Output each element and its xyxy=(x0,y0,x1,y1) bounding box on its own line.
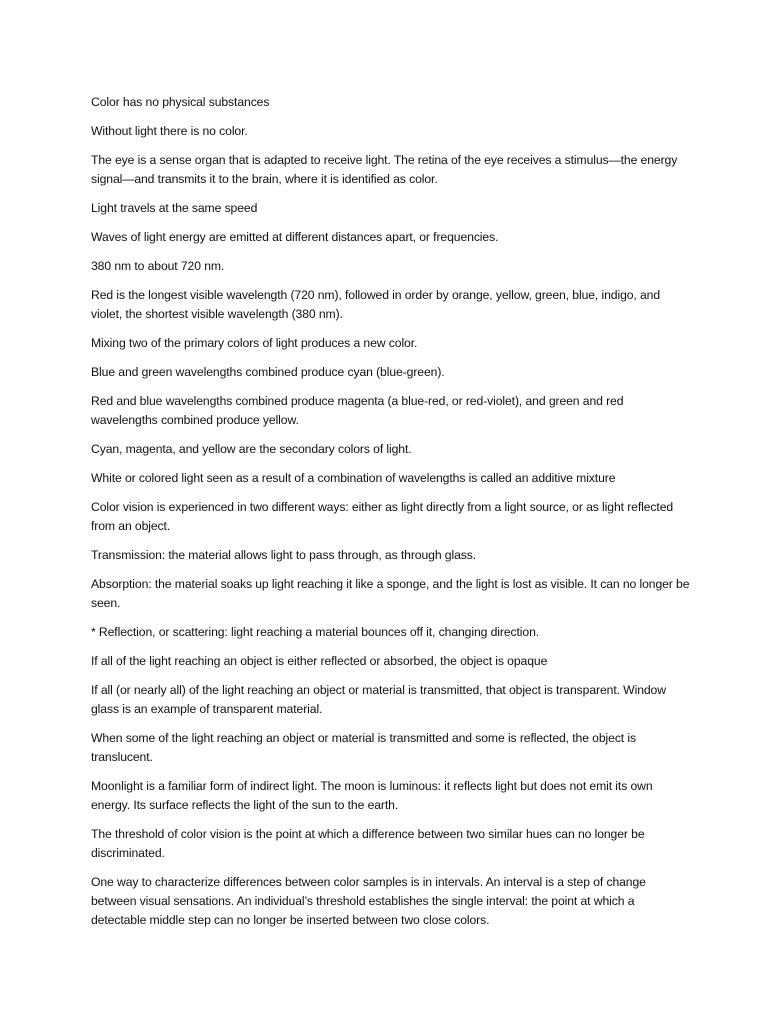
paragraph-5: Waves of light energy are emitted at different distances apart, or frequencies. xyxy=(91,230,499,244)
paragraph-3: The eye is a sense organ that is adapted to receive light. The retina of the eye receives a stimulus—the energy signal—and transmits it to the brain, where it is identified as color. xyxy=(91,153,678,186)
paragraph-2: Without light there is no color. xyxy=(91,124,248,138)
paragraph-9: Blue and green wavelengths combined produce cyan (blue-green). xyxy=(91,365,445,379)
paragraph-15: Absorption: the material soaks up light reaching it like a sponge, and the light is lost as visible. It can no longer be seen. xyxy=(91,577,690,610)
paragraph-18: If all (or nearly all) of the light reaching an object or material is transmitted, that object is transparent. Window glass is an example of transparent material. xyxy=(91,683,666,716)
paragraph-22: One way to characterize differences between color samples is in intervals. An interval is a step of change between visual sensations. An individual’s threshold establishes the single interval: the point at which a detectable middle step can no longer be inserted between two close colors. xyxy=(91,875,646,927)
paragraph-8: Mixing two of the primary colors of light produces a new color. xyxy=(91,336,418,350)
paragraph-16: * Reflection, or scattering: light reaching a material bounces off it, changing direction. xyxy=(91,625,540,639)
paragraph-14: Transmission: the material allows light to pass through, as through glass. xyxy=(91,548,477,562)
paragraph-7: Red is the longest visible wavelength (720 nm), followed in order by orange, yellow, green, blue, indigo, and violet, the shortest visible wavelength (380 nm). xyxy=(91,288,661,321)
paragraph-17: If all of the light reaching an object is either reflected or absorbed, the object is opaque xyxy=(91,654,548,668)
paragraph-21: The threshold of color vision is the point at which a difference between two similar hues can no longer be discriminated. xyxy=(91,827,645,860)
document-body xyxy=(91,93,691,940)
paragraph-13: Color vision is experienced in two different ways: either as light directly from a light source, or as light reflected from an object. xyxy=(91,500,674,533)
paragraph-4: Light travels at the same speed xyxy=(91,201,258,215)
paragraph-10: Red and blue wavelengths combined produce magenta (a blue-red, or red-violet), and green and red wavelengths combined produce yellow. xyxy=(91,394,624,427)
paragraph-20: Moonlight is a familiar form of indirect light. The moon is luminous: it reflects light but does not emit its own energy. Its surface reflects the light of the sun to the earth. xyxy=(91,779,653,812)
paragraph-19: When some of the light reaching an object or material is transmitted and some is reflected, the object is translucent. xyxy=(91,731,636,764)
paragraph-1: Color has no physical substances xyxy=(91,95,270,109)
paragraph-11: Cyan, magenta, and yellow are the secondary colors of light. xyxy=(91,442,412,456)
paragraph-12: White or colored light seen as a result of a combination of wavelengths is called an additive mixture xyxy=(91,471,616,485)
paragraph-6: 380 nm to about 720 nm. xyxy=(91,259,225,273)
